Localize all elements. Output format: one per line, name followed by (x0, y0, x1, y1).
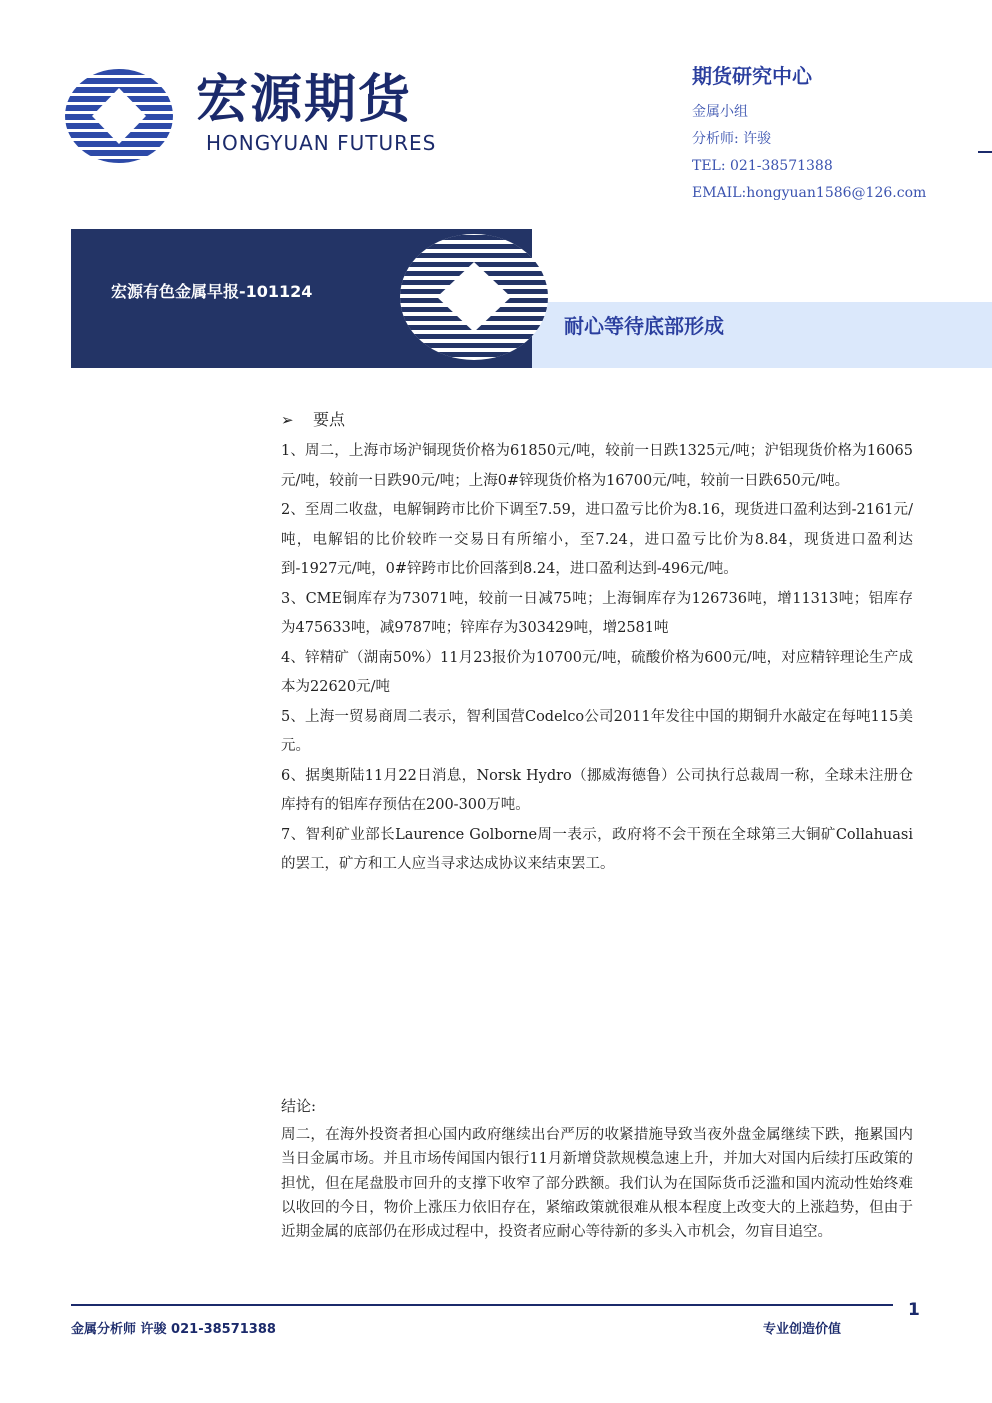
conclusion-section (281, 1093, 913, 1244)
hongyuan-logo-icon (64, 66, 174, 166)
footer-slogan: 专业创造价值 (763, 1322, 842, 1337)
header-edge-mark (978, 151, 992, 153)
page-number: 1 (908, 1300, 920, 1320)
footer-divider (71, 1304, 893, 1306)
bullet-arrow-icon: ➢ (281, 411, 294, 429)
key-point-item: 7、智利矿业部长Laurence Golborne周一表示，政府将不会干预在全球第三大铜矿Collahuasi的罢工，矿方和工人应当寻求达成协议来结束罢工。 (281, 826, 913, 872)
key-point-item: 5、上海一贸易商周二表示，智利国营Codelco公司2011年发往中国的期铜升水敲定在每吨115美元。 (281, 708, 913, 754)
conclusion-label: 结论: (281, 1097, 317, 1115)
key-point-item: 4、锌精矿（湖南50%）11月23报价为10700元/吨，硫酸价格为600元/吨，对应精锌理论生产成本为22620元/吨 (281, 649, 913, 695)
group-name: 金属小组 (692, 104, 748, 120)
telephone: TEL: 021-38571388 (692, 158, 833, 174)
key-point-item: 1、周二，上海市场沪铜现货价格为61850元/吨，较前一日跌1325元/吨；沪铝现货价格为16065元/吨，较前一日跌90元/吨；上海0#锌现货价格为16700元/吨，较前一日跌650元/吨。 (281, 443, 913, 489)
banner-logo-icon (399, 232, 549, 362)
key-point-item: 3、CME铜库存为73071吨，较前一日减75吨；上海铜库存为126736吨，增11313吨；铝库存为475633吨，减9787吨；锌库存为303429吨，增2581吨 (281, 590, 913, 636)
key-point-item: 6、据奥斯陆11月22日消息，Norsk Hydro（挪威海德鲁）公司执行总裁周一称，全球未注册仓库持有的铝库存预估在200-300万吨。 (281, 767, 913, 813)
key-points-label: 要点 (313, 410, 346, 429)
report-headline: 耐心等待底部形成 (564, 314, 724, 338)
logo-chinese-name: 宏源期货 (196, 70, 413, 130)
key-points-section (281, 405, 913, 880)
logo-english-name: HONGYUAN FUTURES (206, 131, 437, 155)
conclusion-text: 周二，在海外投资者担心国内政府继续出台严厉的收紧措施导致当夜外盘金属继续下跌，拖累国内当日金属市场。并且市场传闻国内银行11月新增贷款规模急速上升，并加大对国内后续打压政策的担忧，但在尾盘股市回升的支撑下收窄了部分跌额。我们认为在国际货币泛滥和国内流动性始终难以收回的今日，物价上涨压力依旧存在，紧缩政策就很难从根本程度上改变大的上涨趋势，但由于近期金属的底部仍在形成过程中，投资者应耐心等待新的多头入市机会，勿盲目追空。 (281, 1127, 913, 1241)
report-banner (71, 229, 992, 368)
footer-analyst-info: 金属分析师 许骏 021-38571388 (71, 1322, 276, 1337)
contact-block (692, 60, 926, 207)
email-link[interactable]: EMAIL:hongyuan1586@126.com (692, 185, 927, 201)
analyst-name: 分析师: 许骏 (692, 131, 772, 147)
report-title: 宏源有色金属早报-101124 (111, 282, 313, 301)
research-center-title: 期货研究中心 (692, 64, 812, 88)
key-points-heading (281, 405, 913, 435)
key-point-item: 2、至周二收盘，电解铜跨市比价下调至7.59，进口盈亏比价为8.16，现货进口盈利达到-2161元/吨，电解铝的比价较昨一交易日有所缩小，至7.24，进口盈亏比价为8.84，现货进口盈利达到-1927元/吨，0#锌跨市比价回落到8.24，进口盈利达到-496元/吨。 (281, 502, 913, 577)
